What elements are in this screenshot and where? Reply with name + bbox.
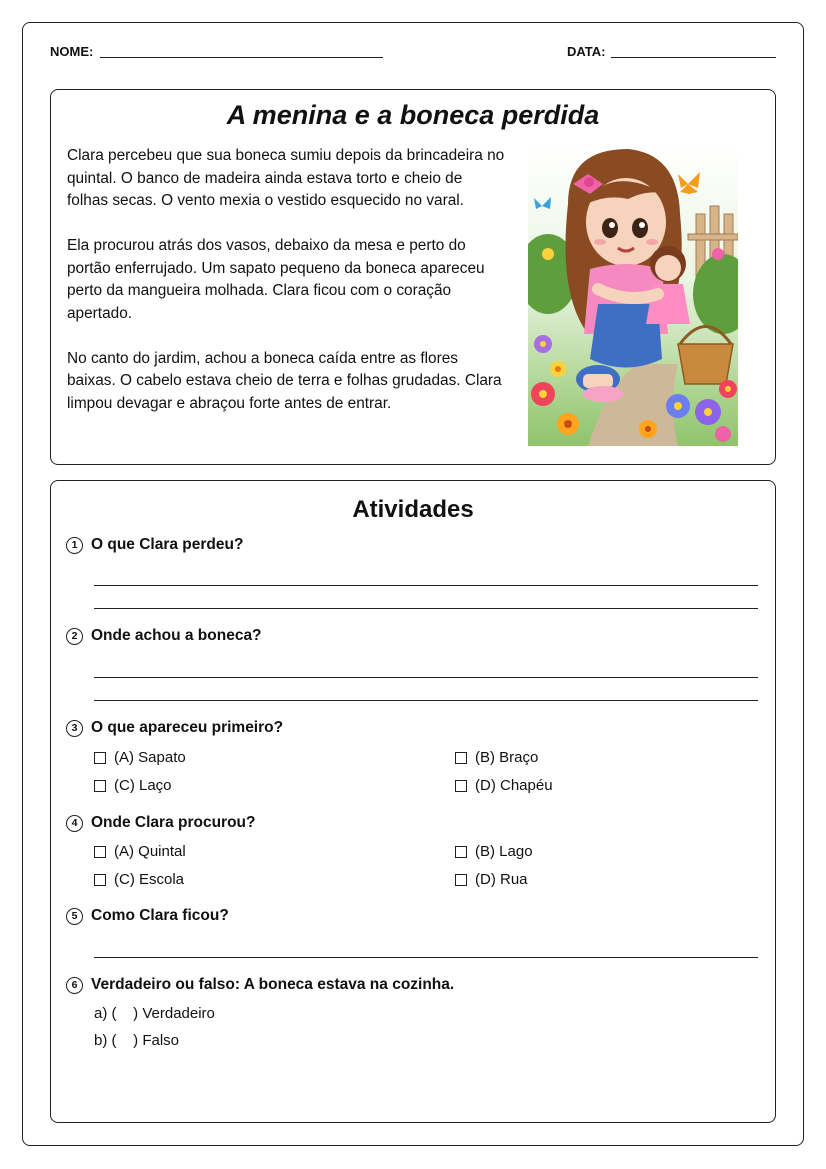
story-paragraph-3: No canto do jardim, achou a boneca caída entre as flores baixas. O cabelo estava cheio de terra e folhas grudadas. Clara limpou devagar e abraçou forte antes de entrar. — [67, 349, 502, 412]
option-checkbox[interactable] — [94, 871, 184, 888]
story-paragraph-1: Clara percebeu que sua boneca sumiu depois da brincadeira no quintal. O banco de madeira ainda estava torto e cheio de folhas secas. O vento mexia o vestido esquecido no varal. — [67, 147, 505, 209]
question-number-badge: 2 — [66, 628, 83, 645]
checkbox-icon[interactable] — [94, 874, 106, 886]
answer-line[interactable] — [94, 585, 758, 586]
option-checkbox[interactable] — [94, 777, 172, 794]
option-checkbox[interactable] — [455, 843, 533, 860]
option-label: (C) Laço — [114, 777, 172, 794]
question-text: O que apareceu primeiro? — [91, 719, 284, 736]
answer-line[interactable] — [94, 677, 758, 678]
activities-box — [50, 480, 776, 1123]
option-label: (B) Braço — [475, 749, 539, 766]
false-option[interactable]: b) ( ) Falso — [94, 1032, 180, 1049]
story-title: A menina e a boneca perdida — [226, 100, 600, 130]
activities-title: Atividades — [352, 496, 474, 523]
question-number-badge: 4 — [66, 815, 83, 832]
checkbox-icon[interactable] — [455, 874, 467, 886]
question-number-badge: 6 — [66, 977, 83, 994]
option-checkbox[interactable] — [455, 871, 528, 888]
question-text: Como Clara ficou? — [91, 907, 229, 924]
question-number-badge: 5 — [66, 908, 83, 925]
question-4 — [66, 814, 256, 832]
option-checkbox[interactable] — [455, 749, 538, 766]
question-5 — [66, 907, 229, 925]
checkbox-icon[interactable] — [94, 752, 106, 764]
checkbox-icon[interactable] — [455, 752, 467, 764]
option-label: (B) Lago — [475, 843, 533, 860]
option-label: (C) Escola — [114, 871, 185, 888]
question-number-badge: 1 — [66, 537, 83, 554]
girl-with-doll-illustration — [528, 144, 738, 446]
option-label: (A) Sapato — [114, 749, 186, 766]
question-number-badge: 3 — [66, 720, 83, 737]
option-label: (D) Chapéu — [475, 777, 553, 794]
date-label: DATA: — [567, 44, 606, 59]
checkbox-icon[interactable] — [94, 846, 106, 858]
option-checkbox[interactable] — [94, 843, 186, 860]
true-option[interactable]: a) ( ) Verdadeiro — [94, 1005, 215, 1022]
option-checkbox[interactable] — [94, 749, 186, 766]
checkbox-icon[interactable] — [455, 780, 467, 792]
question-text: O que Clara perdeu? — [91, 536, 244, 553]
name-field[interactable] — [100, 57, 383, 58]
option-label: (A) Quintal — [114, 843, 186, 860]
question-text: Verdadeiro ou falso: A boneca estava na cozinha. — [91, 976, 455, 993]
question-3 — [66, 719, 283, 737]
answer-line[interactable] — [94, 700, 758, 701]
story-text — [67, 145, 507, 438]
checkbox-icon[interactable] — [455, 846, 467, 858]
question-text: Onde achou a boneca? — [91, 627, 262, 644]
question-1 — [66, 536, 243, 554]
date-field[interactable] — [611, 57, 776, 58]
option-label: (D) Rua — [475, 871, 528, 888]
question-2 — [66, 627, 262, 645]
answer-line[interactable] — [94, 608, 758, 609]
name-label: NOME: — [50, 44, 94, 59]
story-paragraph-2: Ela procurou atrás dos vasos, debaixo da mesa e perto do portão enferrujado. Um sapato pequeno da boneca apareceu perto da mangueira molhada. Clara ficou com o coração apertado. — [67, 237, 485, 322]
answer-line[interactable] — [94, 957, 758, 958]
checkbox-icon[interactable] — [94, 780, 106, 792]
option-checkbox[interactable] — [455, 777, 553, 794]
question-text: Onde Clara procurou? — [91, 814, 256, 831]
question-6 — [66, 976, 454, 994]
